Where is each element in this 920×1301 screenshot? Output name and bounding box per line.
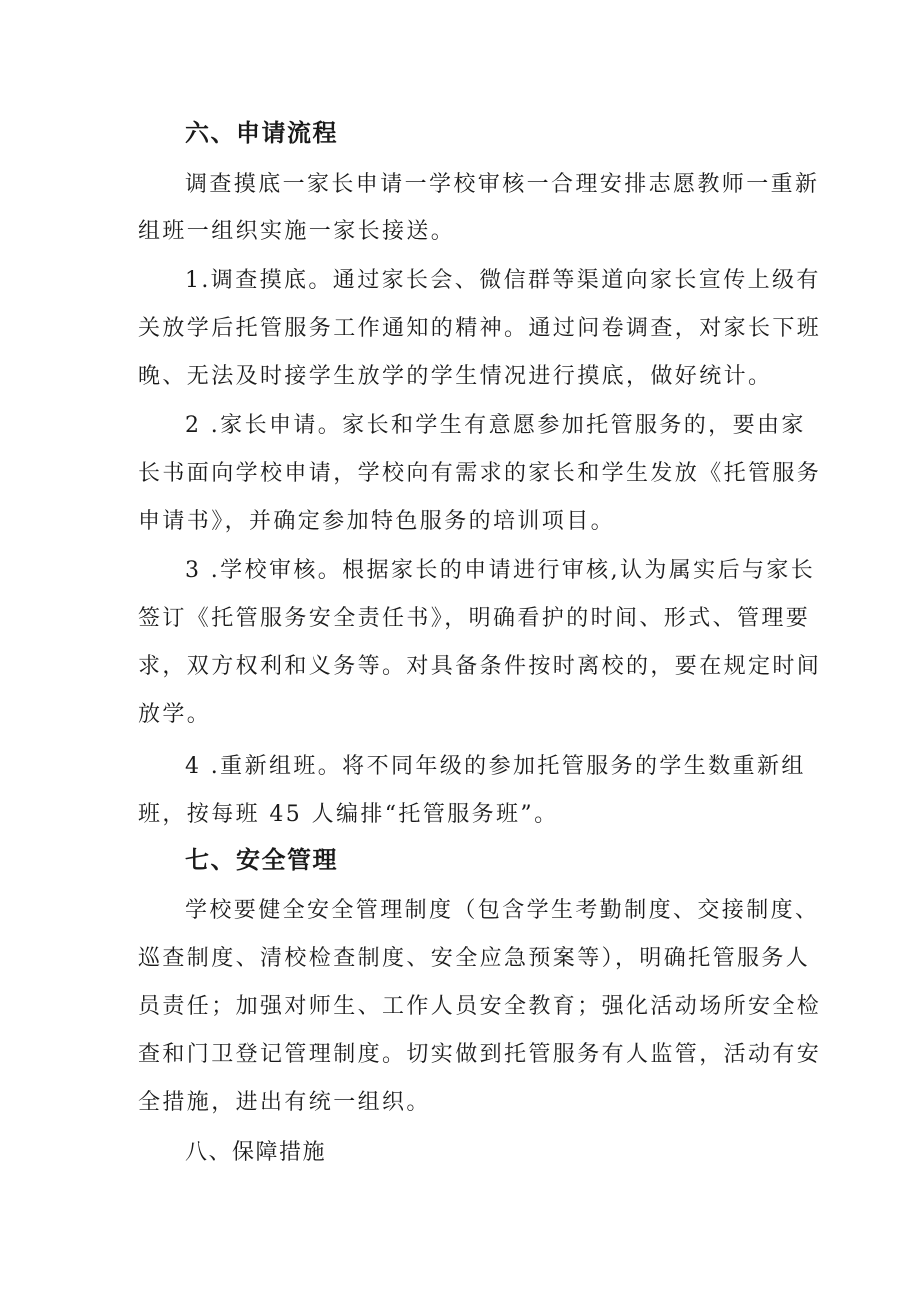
section-7-line-3: 员责任；加强对师生、工作人员安全教育；强化活动场所安全检 <box>138 994 822 1019</box>
section-7-line-1: 学校要健全安全管理制度（包含学生考勤制度、交接制度、 <box>185 898 820 923</box>
item-3-line-4: 放学。 <box>138 702 212 727</box>
item-3-line-2: 签订《托管服务安全责任书》，明确看护的时间、形式、管理要 <box>138 606 811 631</box>
item-3-line-3: 求，双方权利和义务等。对具备条件按时离校的，要在规定时间 <box>138 654 822 679</box>
section-7-line-2: 巡查制度、清校检查制度、安全应急预案等），明确托管服务人 <box>138 946 811 971</box>
item-2-line-2: 长书面向学校申请，学校向有需求的家长和学生发放《托管服务 <box>138 461 822 486</box>
section-7-line-4: 查和门卫登记管理制度。切实做到托管服务有人监管，活动有安 <box>138 1042 822 1067</box>
item-3-line-1: 3 .学校审核。根据家长的申请进行审核,认为属实后与家长 <box>185 558 816 583</box>
item-1-line-1: 1.调查摸底。通过家长会、微信群等渠道向家长宣传上级有 <box>185 268 821 293</box>
flow-line-1: 调查摸底一家长申请一学校审核一合理安排志愿教师一重新 <box>185 172 820 197</box>
item-4-line-2: 班，按每班 45 人编排“托管服务班”。 <box>138 802 559 827</box>
flow-line-2: 组班一组织实施一家长接送。 <box>138 219 456 244</box>
item-2-line-3: 申请书》，并确定参加特色服务的培训项目。 <box>138 509 616 534</box>
section-7-line-5: 全措施，进出有统一组织。 <box>138 1090 431 1115</box>
item-1-line-2: 关放学后托管服务工作通知的精神。通过问卷调查，对家长下班 <box>138 316 822 341</box>
section-6-heading: 六、申请流程 <box>185 119 338 147</box>
item-1-line-3: 晚、无法及时接学生放学的学生情况进行摸底，做好统计。 <box>138 364 773 389</box>
section-8-heading: 八、保障措施 <box>185 1140 327 1165</box>
item-2-line-1: 2 .家长申请。家长和学生有意愿参加托管服务的，要由家 <box>185 413 806 438</box>
item-4-line-1: 4 .重新组班。将不同年级的参加托管服务的学生数重新组 <box>185 754 806 779</box>
section-7-heading: 七、安全管理 <box>185 846 338 874</box>
